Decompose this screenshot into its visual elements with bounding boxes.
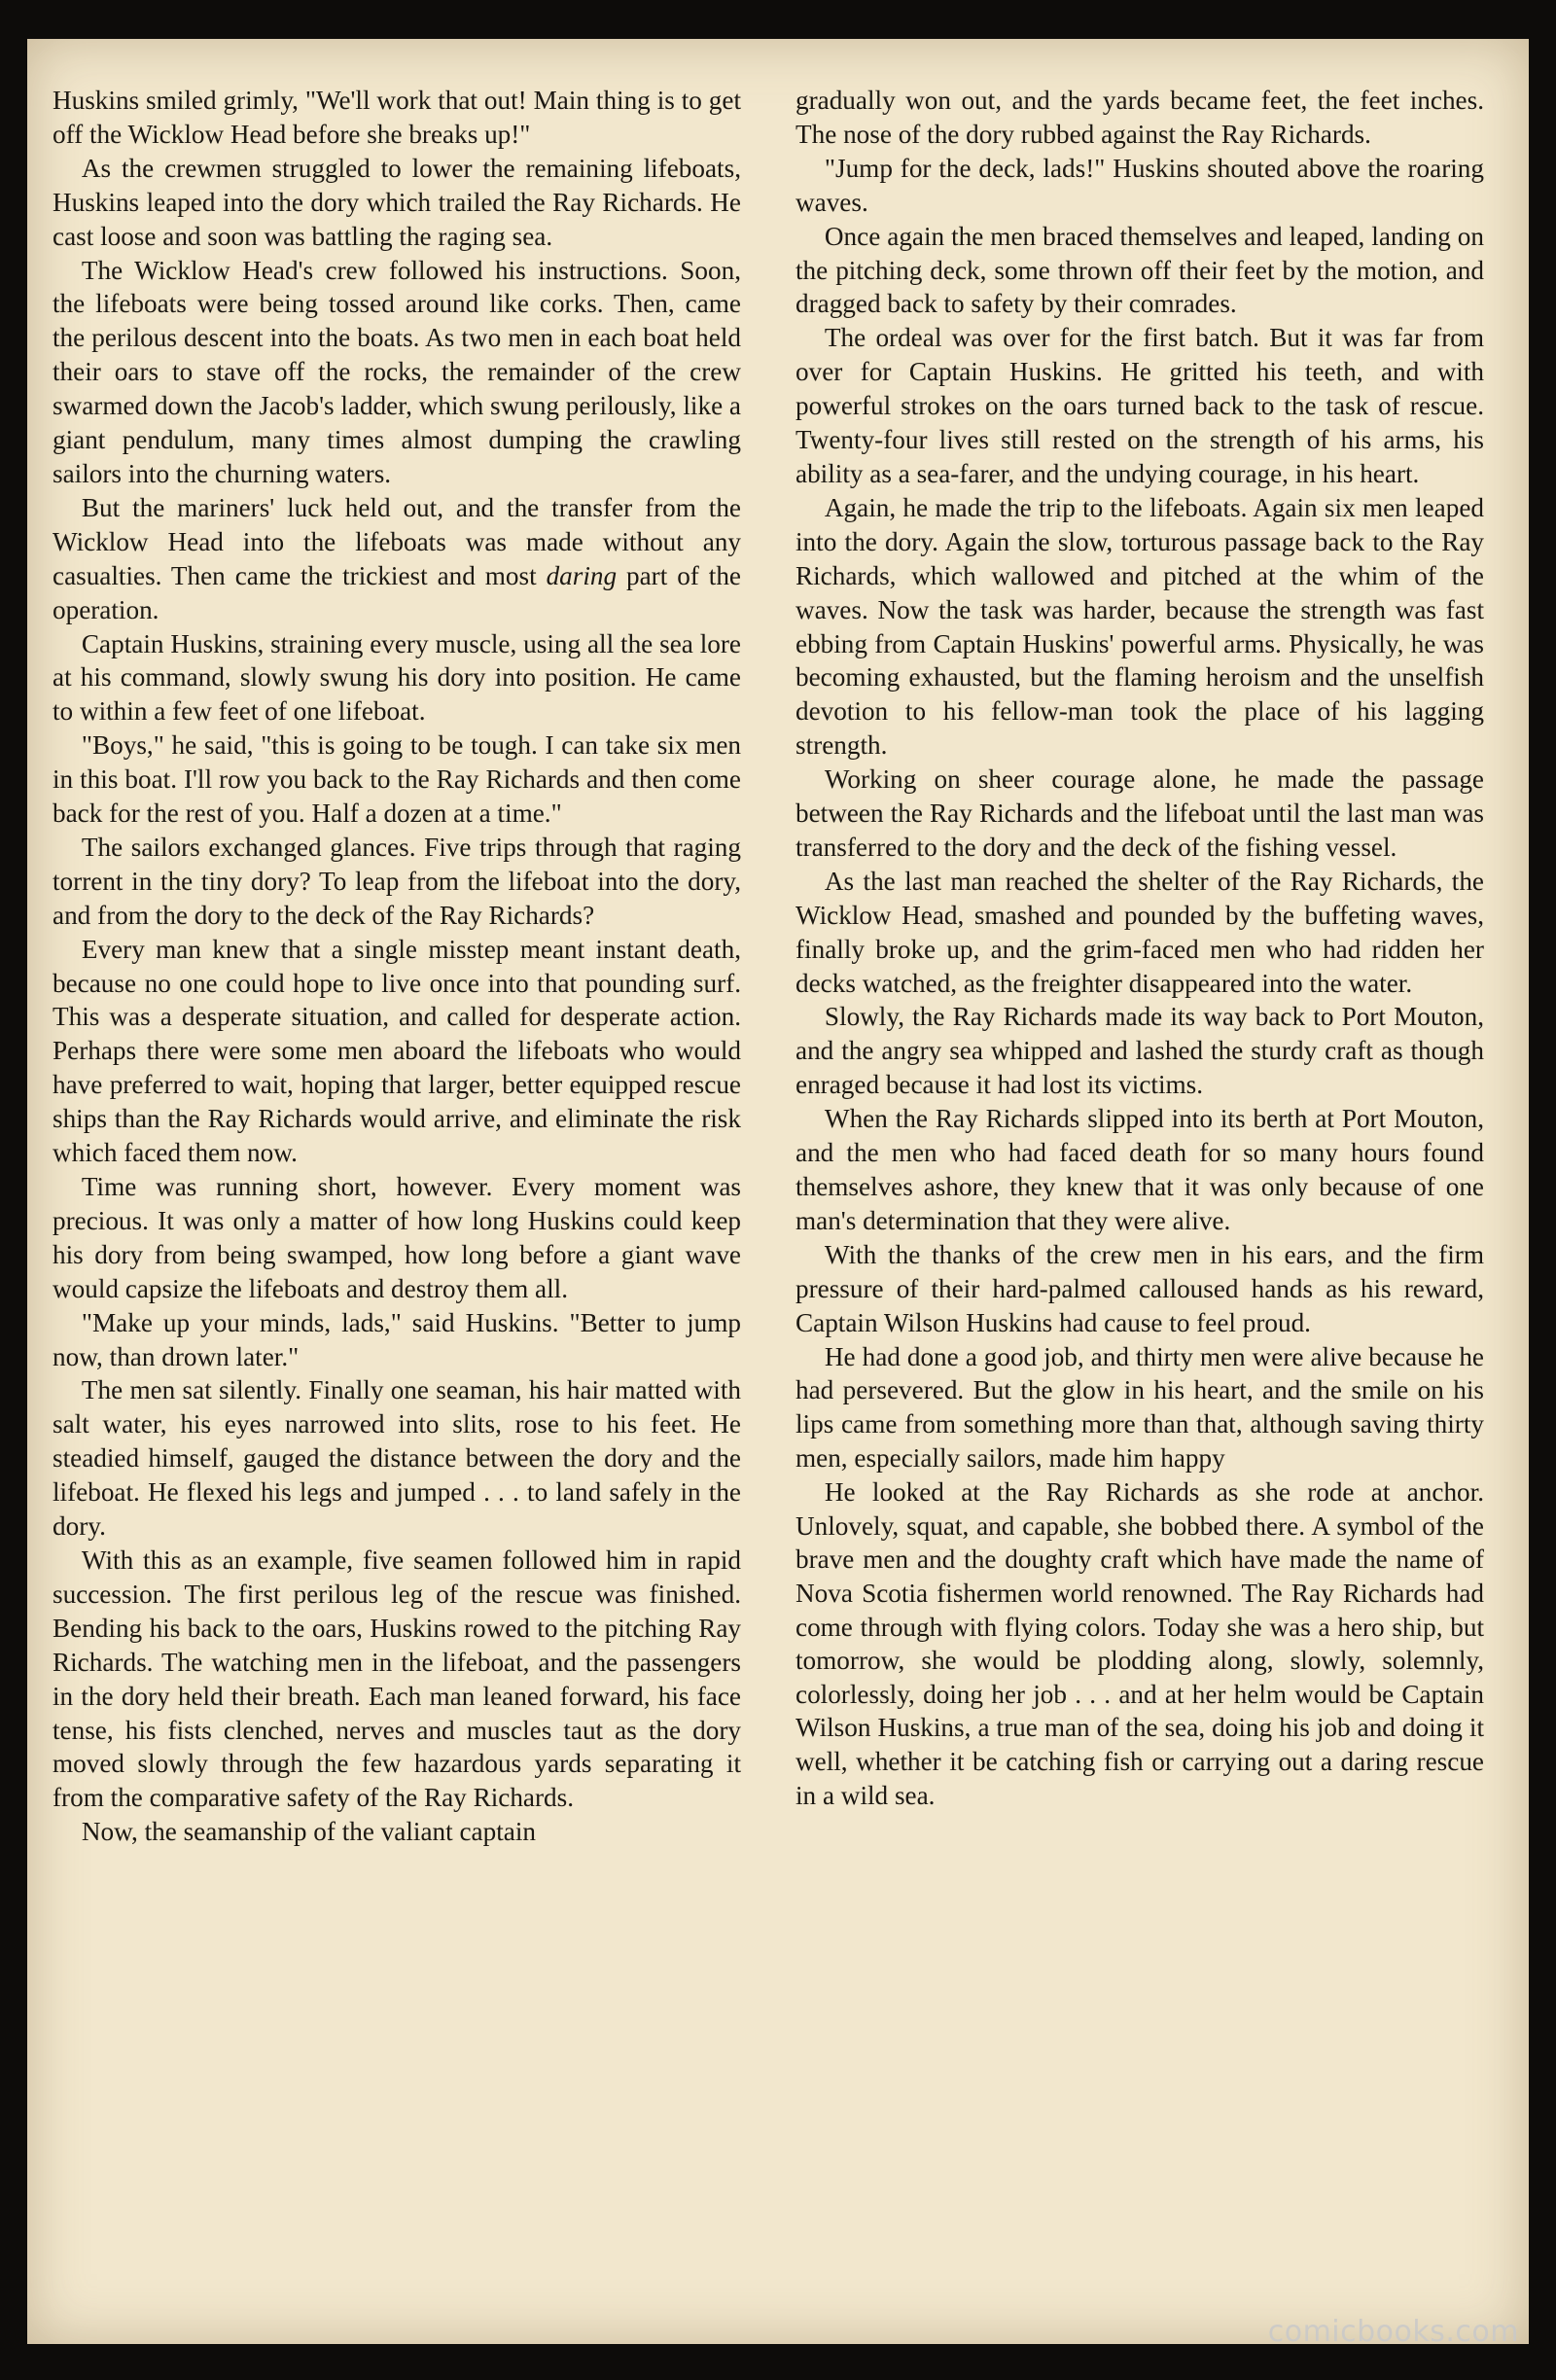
site-watermark: comicbooks.com xyxy=(1267,2315,1519,2349)
paragraph: Every man knew that a single misstep meant instant death, because no one could hope to live once into that pounding surf. This was a desperate situation, and called for desperate action. Perhaps there were some men aboard the lifeboats who would have preferred to wait, hoping that larger, better equipped rescue ships than the Ray Richards would arrive, and eliminate the risk which faced them now. xyxy=(53,934,741,1168)
paragraph: When the Ray Richards slipped into its berth at Port Mouton, and the men who had faced death for so many hours found themselves ashore, they knew that it was only because of one man's determination that they were alive. xyxy=(796,1104,1484,1235)
emphasis-text: daring xyxy=(546,560,618,590)
paragraph: The ordeal was over for the first batch. But it was far from over for Captain Huskins. He gritted his teeth, and with powerful strokes on the oars turned back to the task of rescue. Twenty-four lives still rested on the strength of his arms, his ability as a sea-farer, and the undying courage, in his heart. xyxy=(796,323,1484,488)
paragraph: The sailors exchanged glances. Five trips through that raging torrent in the tiny dory? To leap from the lifeboat into the dory, and from the dory to the deck of the Ray Richards? xyxy=(53,832,741,930)
paragraph: As the last man reached the shelter of the Ray Richards, the Wicklow Head, smashed and pounded by the buffeting waves, finally broke up, and the grim-faced men who had ridden her decks watched, as the freighter disappeared into the water. xyxy=(796,866,1484,998)
paragraph: Working on sheer courage alone, he made the passage between the Ray Richards and the lifeboat until the last man was transferred to the dory and the deck of the fishing vessel. xyxy=(796,764,1484,862)
paragraph: Now, the seamanship of the valiant captain xyxy=(81,1817,536,1847)
paragraph: Again, he made the trip to the lifeboats. Again six men leaped into the dory. Again the slow, torturous passage back to the Ray Richards, which wallowed and pitched at the whim of the waves. Now the task was harder, because the strength was fast ebbing from Captain Huskins' powerful arms. Physically, he was becoming exhausted, but the flaming heroism and the unselfish devotion to his fellow-man took the place of his lagging strength. xyxy=(796,492,1484,761)
paragraph: He looked at the Ray Richards as she rode at anchor. Unlovely, squat, and capable, she bobbed there. A symbol of the brave men and the doughty craft which have made the name of Nova Scotia fishermen world renowned. The Ray Richards had come through with flying colors. Today she was a hero ship, but tomorrow, she would be plodding along, slowly, solemnly, colorlessly, doing her job . . . and at her helm would be Captain Wilson Huskins, a true man of the sea, doing his job and doing it well, whether it be catching fish or carrying out a daring rescue in a wild sea. xyxy=(796,1477,1484,1810)
left-text-column xyxy=(53,84,741,1849)
paragraph: Huskins smiled grimly, "We'll work that out! Main thing is to get off the Wicklow Head before she breaks up!" xyxy=(53,86,741,149)
comic-text-page xyxy=(27,39,1529,2344)
paragraph: "Make up your minds, lads," said Huskins. "Better to jump now, than drown later." xyxy=(53,1307,741,1371)
paragraph: As the crewmen struggled to lower the remaining lifeboats, Huskins leaped into the dory which trailed the Ray Richards. He cast loose and soon was battling the raging sea. xyxy=(53,153,741,251)
right-text-column xyxy=(796,84,1484,1812)
paragraph-text: part of the operation. xyxy=(53,560,741,624)
paragraph: Slowly, the Ray Richards made its way back to Port Mouton, and the angry sea whipped and lashed the sturdy craft as though enraged because it had lost its victims. xyxy=(796,1002,1484,1100)
paragraph: Captain Huskins, straining every muscle, using all the sea lore at his command, slowly swung his dory into position. He came to within a few feet of one lifeboat. xyxy=(53,628,741,727)
paragraph: "Boys," he said, "this is going to be tough. I can take six men in this boat. I'll row you back to the Ray Richards and then come back for the rest of you. Half a dozen at a time." xyxy=(53,730,741,829)
paragraph: gradually won out, and the yards became feet, the feet inches. The nose of the dory rubbed against the Ray Richards. xyxy=(796,86,1484,149)
paragraph: With the thanks of the crew men in his ears, and the firm pressure of their hard-palmed calloused hands as his reward, Captain Wilson Huskins had cause to feel proud. xyxy=(796,1239,1484,1337)
paragraph: Once again the men braced themselves and leaped, landing on the pitching deck, some thrown off their feet by the motion, and dragged back to safety by their comrades. xyxy=(796,221,1484,319)
paragraph: He had done a good job, and thirty men were alive because he had persevered. But the glow in his heart, and the smile on his lips came from something more than that, although saving thirty men, especially sailors, made him happy xyxy=(796,1341,1484,1474)
paragraph: The Wicklow Head's crew followed his instructions. Soon, the lifeboats were being tossed around like corks. Then, came the perilous descent into the boats. As two men in each boat held their oars to stave off the rocks, the remainder of the crew swarmed down the Jacob's ladder, which swung perilously, like a giant pendulum, many times almost dumping the crawling sailors into the churning waters. xyxy=(53,255,742,488)
paragraph-text: But the mariners' luck held out, and the transfer from the Wicklow Head into the lifeboats was made without any casualties. Then came the trickiest and most xyxy=(53,492,741,590)
paragraph xyxy=(53,491,741,627)
paragraph: "Jump for the deck, lads!" Huskins shouted above the roaring waves. xyxy=(796,153,1484,217)
paragraph: With this as an example, five seamen followed him in rapid succession. The first perilous leg of the rescue was finished. Bending his back to the oars, Huskins rowed to the pitching Ray Richards. The watching men in the lifeboat, and the passengers in the dory held their breath. Each man leaned forward, his face tense, his fists clenched, nerves and muscles taut as the dory moved slowly through the few hazardous yards separating it from the comparative safety of the Ray Richards. xyxy=(53,1545,741,1813)
paragraph: The men sat silently. Finally one seaman, his hair matted with salt water, his eyes narrowed into slits, rose to his feet. He steadied himself, gauged the distance between the dory and the lifeboat. He flexed his legs and jumped . . . to land safely in the dory. xyxy=(53,1375,741,1542)
paragraph: Time was running short, however. Every moment was precious. It was only a matter of how long Huskins could keep his dory from being swamped, how long before a giant wave would capsize the lifeboats and destroy them all. xyxy=(53,1172,741,1303)
